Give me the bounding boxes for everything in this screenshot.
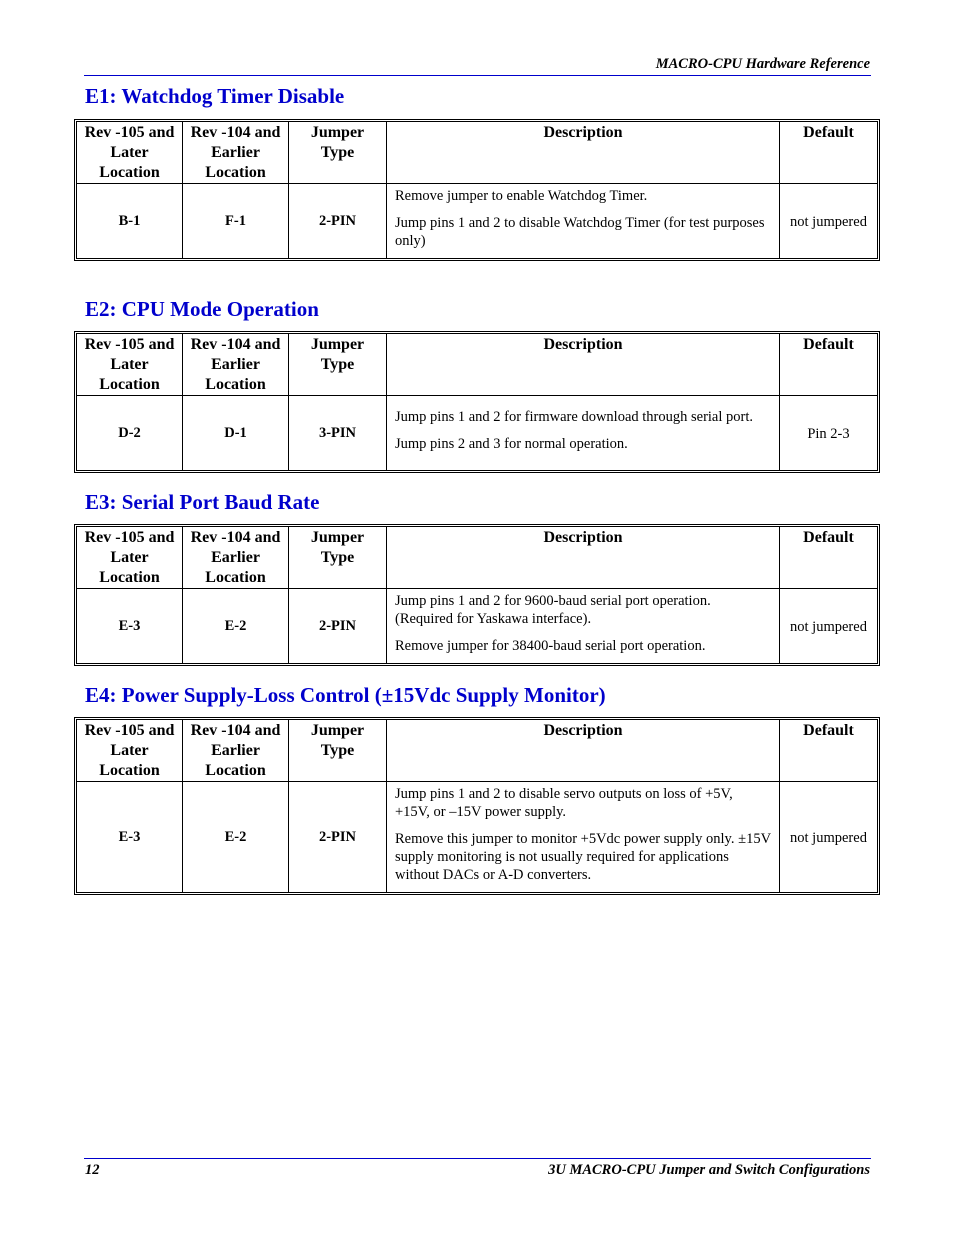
col-header-type: Jumper Type xyxy=(289,334,387,396)
col-header-rev105: Rev -105 and Later Location xyxy=(77,527,183,589)
default-value: not jumpered xyxy=(790,830,867,846)
jumper-type: 2-PIN xyxy=(289,184,387,258)
jumper-table-e1 xyxy=(74,119,880,261)
col-header-description: Description xyxy=(387,122,780,184)
description-line: Remove jumper to enable Watchdog Timer. xyxy=(395,187,648,204)
jumper-type: 3-PIN xyxy=(289,396,387,470)
col-header-default: Default xyxy=(780,334,877,396)
col-header-rev104: Rev -104 and Earlier Location xyxy=(183,122,289,184)
header-rule xyxy=(84,75,871,76)
section-title-e2: E2: CPU Mode Operation xyxy=(85,297,319,321)
default-value: Pin 2-3 xyxy=(807,426,850,442)
running-footer: 3U MACRO-CPU Jumper and Switch Configurations xyxy=(548,1162,870,1178)
rev105-location: E-3 xyxy=(77,782,183,892)
jumper-type: 2-PIN xyxy=(289,782,387,892)
description-cell xyxy=(387,782,780,892)
description-cell xyxy=(387,589,780,663)
col-header-type: Jumper Type xyxy=(289,720,387,782)
col-header-rev104: Rev -104 and Earlier Location xyxy=(183,720,289,782)
col-header-default: Default xyxy=(780,720,877,782)
rev104-location: E-2 xyxy=(183,589,289,663)
running-header: MACRO-CPU Hardware Reference xyxy=(655,56,870,72)
jumper-table-e3 xyxy=(74,524,880,666)
table-header-row xyxy=(77,527,877,589)
col-header-default: Default xyxy=(780,527,877,589)
description-line: Jump pins 1 and 2 to disable Watchdog Timer (for test purposes only) xyxy=(395,214,765,249)
rev104-location: D-1 xyxy=(183,396,289,470)
rev105-location: D-2 xyxy=(77,396,183,470)
description-cell xyxy=(387,396,780,470)
description-line: Jump pins 2 and 3 for normal operation. xyxy=(395,435,628,452)
table-header-row xyxy=(77,334,877,396)
col-header-description: Description xyxy=(387,527,780,589)
col-header-rev105: Rev -105 and Later Location xyxy=(77,334,183,396)
col-header-description: Description xyxy=(387,334,780,396)
section-title-e4: E4: Power Supply-Loss Control (±15Vdc Supply Monitor) xyxy=(85,683,606,707)
col-header-description: Description xyxy=(387,720,780,782)
col-header-type: Jumper Type xyxy=(289,527,387,589)
description-line: Remove this jumper to monitor +5Vdc power supply only. ±15V supply monitoring is not usually required for applications without DACs or A-D converters. xyxy=(395,830,771,883)
table-row xyxy=(77,589,877,663)
rev104-location: F-1 xyxy=(183,184,289,258)
section-title-e1: E1: Watchdog Timer Disable xyxy=(85,84,345,108)
description-line: Jump pins 1 and 2 to disable servo outputs on loss of +5V, +15V, or –15V power supply. xyxy=(395,785,733,820)
rev104-location: E-2 xyxy=(183,782,289,892)
page-number: 12 xyxy=(85,1162,100,1178)
description-line: Remove jumper for 38400-baud serial port operation. xyxy=(395,637,706,654)
default-value: not jumpered xyxy=(790,214,867,230)
col-header-rev104: Rev -104 and Earlier Location xyxy=(183,527,289,589)
section-title-e3: E3: Serial Port Baud Rate xyxy=(85,490,320,514)
table-header-row xyxy=(77,122,877,184)
description-line: Jump pins 1 and 2 for 9600-baud serial port operation. (Required for Yaskawa interface). xyxy=(395,592,711,627)
description-cell xyxy=(387,184,780,258)
rev105-location: E-3 xyxy=(77,589,183,663)
jumper-type: 2-PIN xyxy=(289,589,387,663)
col-header-rev105: Rev -105 and Later Location xyxy=(77,122,183,184)
table-row xyxy=(77,184,877,258)
col-header-default: Default xyxy=(780,122,877,184)
default-value: not jumpered xyxy=(790,619,867,635)
jumper-table-e2 xyxy=(74,331,880,473)
description-line: Jump pins 1 and 2 for firmware download through serial port. xyxy=(395,408,753,425)
table-row xyxy=(77,782,877,892)
table-header-row xyxy=(77,720,877,782)
col-header-rev104: Rev -104 and Earlier Location xyxy=(183,334,289,396)
table-row xyxy=(77,396,877,470)
rev105-location: B-1 xyxy=(77,184,183,258)
col-header-type: Jumper Type xyxy=(289,122,387,184)
footer-rule xyxy=(84,1158,871,1159)
jumper-table-e4 xyxy=(74,717,880,895)
col-header-rev105: Rev -105 and Later Location xyxy=(77,720,183,782)
